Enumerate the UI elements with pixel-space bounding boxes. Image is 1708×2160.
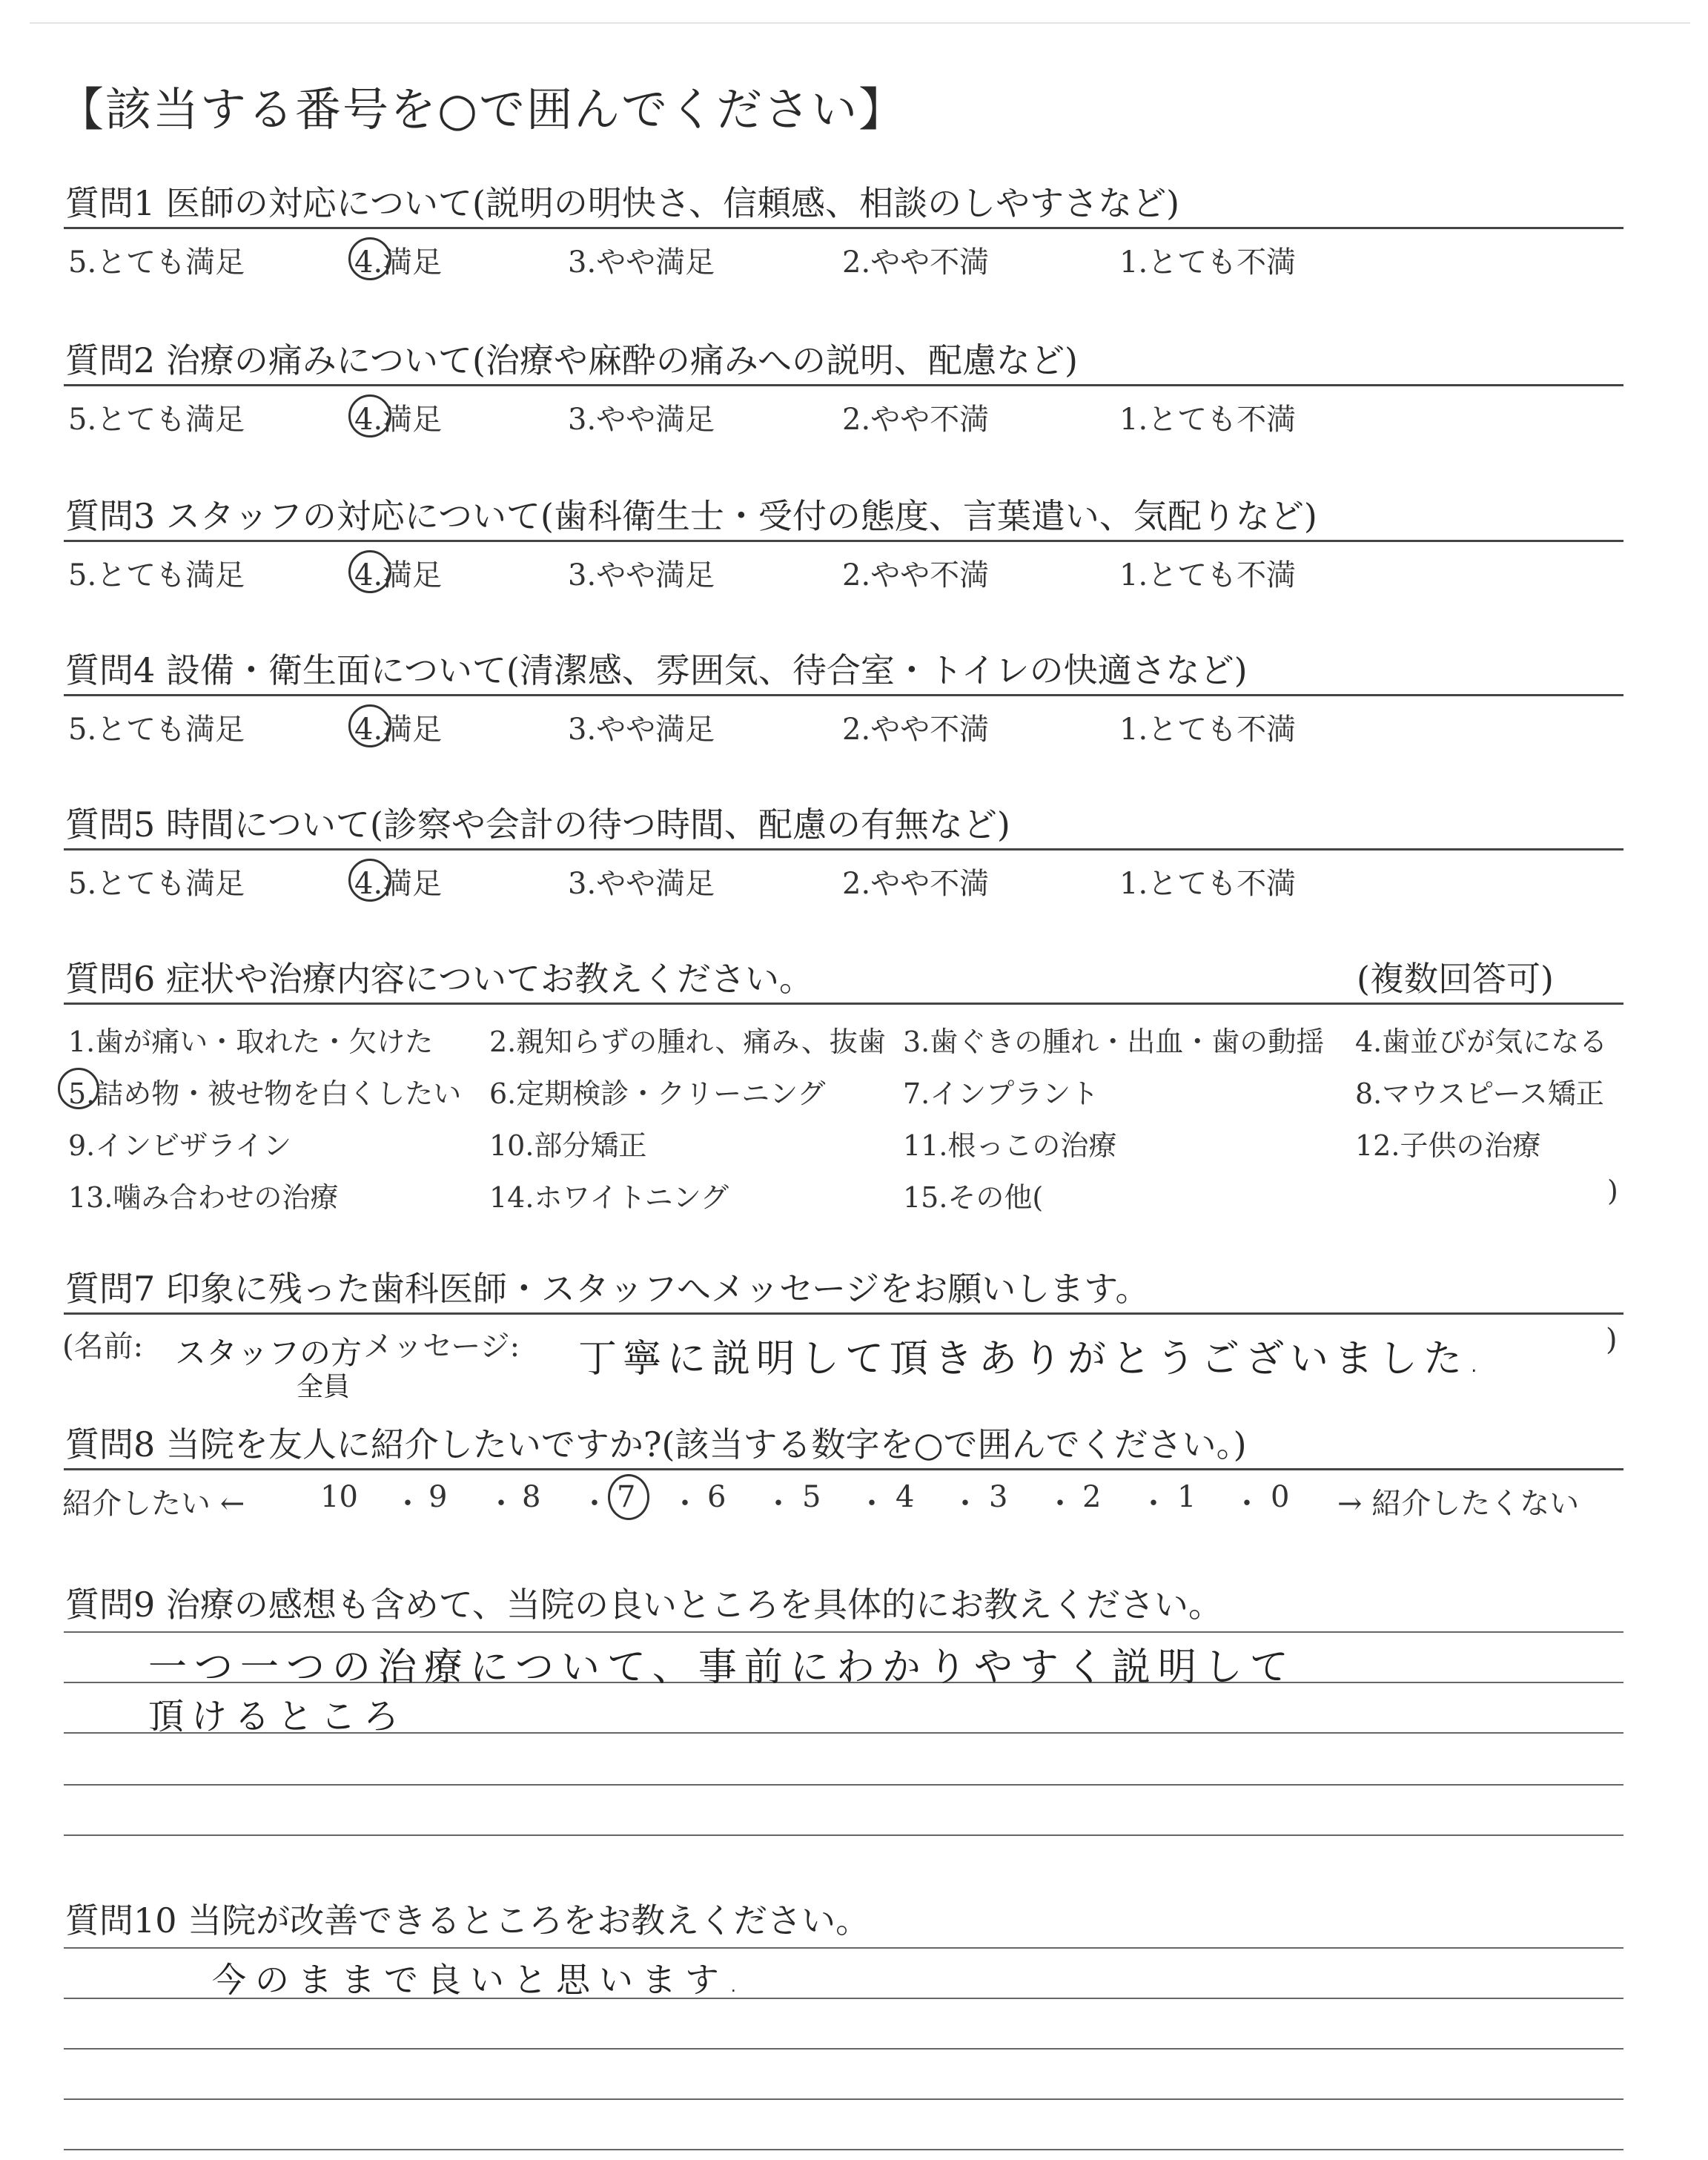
q8-separator-dot: ・ <box>486 1487 516 1521</box>
q8-separator-dot: ・ <box>764 1487 793 1521</box>
q8-separator-dot: ・ <box>670 1487 700 1521</box>
q1-selection-circle <box>348 237 391 280</box>
q8-separator-dot: ・ <box>1045 1487 1075 1521</box>
q1-opt-2: 2.やや不満 <box>842 245 990 280</box>
q1-rule <box>64 227 1623 229</box>
q5-opt-5: 5.とても満足 <box>68 867 245 901</box>
q2-opt-3: 3.やや満足 <box>568 403 715 437</box>
q5-label: 質問5 時間について(診察や会計の待つ時間、配慮の有無など) <box>65 805 1010 845</box>
q2-opt-4: 4.満足 <box>354 403 443 437</box>
q4-selection-circle <box>348 704 391 747</box>
q8-number-9: 9 <box>428 1480 448 1514</box>
q8-separator-dot: ・ <box>1232 1487 1262 1521</box>
q8-number-5: 5 <box>802 1480 821 1514</box>
q6-item-3: 3.歯ぐきの腫れ・出血・歯の動揺 <box>903 1025 1325 1058</box>
q8-selection-circle <box>608 1474 649 1520</box>
q6-item-11: 11.根っこの治療 <box>903 1129 1117 1162</box>
q9-answer-line-2: 頂けるところ <box>148 1696 407 1737</box>
q9-label: 質問9 治療の感想も含めて、当院の良いところを具体的にお教えください。 <box>65 1585 1222 1625</box>
q8-number-1: 1 <box>1177 1480 1196 1514</box>
q4-opt-2: 2.やや不満 <box>842 713 990 747</box>
q8-right-label: → 紹介したくない <box>1337 1487 1580 1521</box>
q6-item-15-close: ) <box>1607 1175 1618 1207</box>
q1-label: 質問1 医師の対応について(説明の明快さ、信頼感、相談のしやすさなど) <box>65 183 1180 223</box>
q10-line-1 <box>64 1947 1623 1949</box>
q3-opt-4: 4.満足 <box>354 558 443 592</box>
q7-close-paren: ) <box>1606 1323 1618 1357</box>
q2-selection-circle <box>348 394 391 437</box>
q10-line-5 <box>64 2149 1623 2150</box>
q2-label: 質問2 治療の痛みについて(治療や麻酔の痛みへの説明、配慮など) <box>65 340 1078 380</box>
q6-item-2: 2.親知らずの腫れ、痛み、抜歯 <box>489 1025 886 1058</box>
q3-opt-5: 5.とても満足 <box>68 558 245 592</box>
scan-edge <box>30 22 1690 24</box>
q6-item-12: 12.子供の治療 <box>1355 1129 1541 1162</box>
q4-label: 質問4 設備・衛生面について(清潔感、雰囲気、待合室・トイレの快適さなど) <box>65 650 1248 690</box>
q6-item-6: 6.定期検診・クリーニング <box>489 1077 826 1110</box>
page-title: 【該当する番号を○で囲んでください】 <box>58 82 907 136</box>
q5-opt-2: 2.やや不満 <box>842 867 990 901</box>
q4-opt-1: 1.とても不満 <box>1119 713 1297 747</box>
q2-opt-5: 5.とても満足 <box>68 403 245 437</box>
q9-line-1 <box>64 1631 1623 1633</box>
q1-opt-3: 3.やや満足 <box>568 245 715 280</box>
q4-opt-3: 3.やや満足 <box>568 713 715 747</box>
q8-separator-dot: ・ <box>950 1487 980 1521</box>
q6-item-1: 1.歯が痛い・取れた・欠けた <box>68 1025 434 1058</box>
q7-name-label: (名前: <box>62 1330 144 1364</box>
q6-item-9: 9.インビザライン <box>68 1129 292 1162</box>
q8-separator-dot: ・ <box>857 1487 887 1521</box>
q8-separator-dot: ・ <box>580 1487 609 1521</box>
q3-selection-circle <box>348 550 391 593</box>
q8-rule <box>64 1468 1623 1470</box>
q3-opt-1: 1.とても不満 <box>1119 558 1297 592</box>
q6-rule <box>64 1003 1623 1005</box>
q9-line-4 <box>64 1784 1623 1786</box>
q1-opt-1: 1.とても不満 <box>1119 245 1297 280</box>
q6-selection-circle <box>58 1068 99 1109</box>
q6-item-15: 15.その他( <box>903 1181 1044 1214</box>
q8-number-3: 3 <box>989 1480 1008 1514</box>
q2-rule <box>64 384 1623 386</box>
q6-item-14: 14.ホワイトニング <box>489 1181 729 1214</box>
q8-left-label: 紹介したい ← <box>62 1487 245 1521</box>
q2-opt-2: 2.やや不満 <box>842 403 990 437</box>
q8-number-2: 2 <box>1082 1480 1102 1514</box>
q8-number-7: 7 <box>617 1480 636 1514</box>
q9-line-5 <box>64 1834 1623 1836</box>
q7-name-value-2: 全員 <box>297 1372 351 1402</box>
q10-answer: 今のままで良いと思います. <box>212 1960 748 2000</box>
q8-number-8: 8 <box>522 1480 541 1514</box>
q7-rule <box>64 1312 1623 1315</box>
q5-opt-1: 1.とても不満 <box>1119 867 1297 901</box>
q8-separator-dot: ・ <box>393 1487 423 1521</box>
q6-item-10: 10.部分矯正 <box>489 1129 647 1162</box>
q3-opt-3: 3.やや満足 <box>568 558 715 592</box>
q10-line-4 <box>64 2098 1623 2100</box>
q4-opt-5: 5.とても満足 <box>68 713 245 747</box>
q8-number-10: 10 <box>320 1480 358 1514</box>
q8-separator-dot: ・ <box>1139 1487 1168 1521</box>
q10-line-3 <box>64 2048 1623 2050</box>
q5-rule <box>64 848 1623 851</box>
q8-number-6: 6 <box>707 1480 726 1514</box>
q6-label: 質問6 症状や治療内容についてお教えください。 <box>65 959 813 999</box>
q1-opt-5: 5.とても満足 <box>68 245 245 280</box>
q7-message-label: メッセージ: <box>363 1330 520 1364</box>
q3-label: 質問3 スタッフの対応について(歯科衛生士・受付の態度、言葉遣い、気配りなど) <box>65 496 1317 536</box>
q2-opt-1: 1.とても不満 <box>1119 403 1297 437</box>
q3-opt-2: 2.やや不満 <box>842 558 990 592</box>
q7-message-value: 丁寧に説明して頂きありがとうございました. <box>578 1337 1486 1381</box>
q3-rule <box>64 540 1623 542</box>
q5-selection-circle <box>348 859 391 902</box>
q8-number-4: 4 <box>896 1480 915 1514</box>
q6-item-8: 8.マウスピース矯正 <box>1355 1077 1604 1110</box>
q6-note: (複数回答可) <box>1357 959 1554 999</box>
q7-label: 質問7 印象に残った歯科医師・スタッフへメッセージをお願いします。 <box>65 1269 1150 1309</box>
q5-opt-4: 4.満足 <box>354 867 443 901</box>
q6-item-13: 13.噛み合わせの治療 <box>68 1181 339 1214</box>
q9-answer-line-1: 一つ一つの治療について、事前にわかりやすく説明して <box>148 1645 1296 1690</box>
q4-rule <box>64 694 1623 696</box>
q7-name-value: スタッフの方 <box>175 1335 363 1371</box>
q5-opt-3: 3.やや満足 <box>568 867 715 901</box>
q6-item-5: 5.詰め物・被せ物を白くしたい <box>68 1077 462 1110</box>
q6-item-4: 4.歯並びが気になる <box>1355 1025 1608 1058</box>
q8-label: 質問8 当院を友人に紹介したいですか?(該当する数字を○で囲んでください。) <box>65 1424 1247 1464</box>
q10-label: 質問10 当院が改善できるところをお教えください。 <box>65 1900 870 1941</box>
q4-opt-4: 4.満足 <box>354 713 443 747</box>
q1-opt-4: 4.満足 <box>354 245 443 280</box>
q8-number-0: 0 <box>1271 1480 1290 1514</box>
q6-item-7: 7.インプラント <box>903 1077 1099 1110</box>
